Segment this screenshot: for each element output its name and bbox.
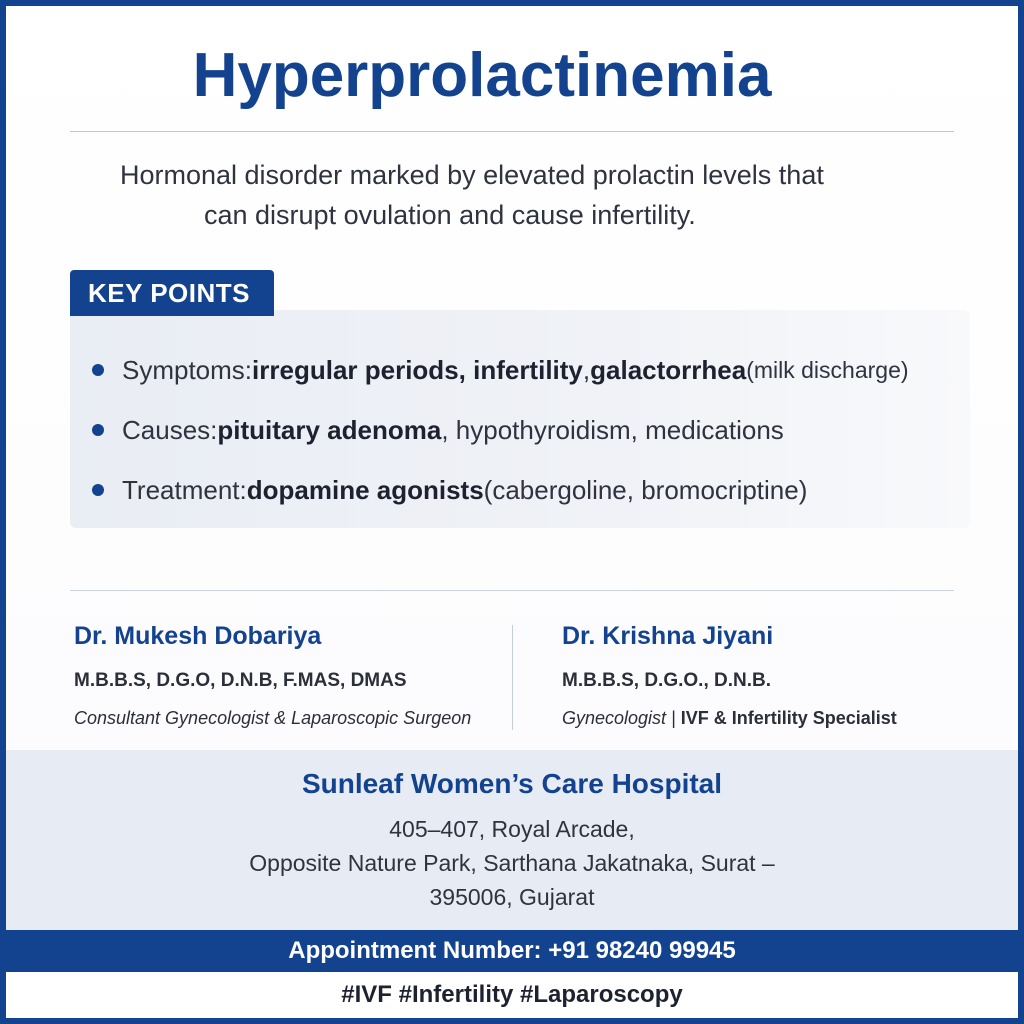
doctor-role-title: Gynecologist | [562,708,681,728]
description-line-2: can disrupt ovulation and cause infertility. [204,200,696,230]
key-point-causes [92,400,992,460]
key-point-bold: pituitary adenoma [217,414,442,445]
description-line-1: Hormonal disorder marked by elevated prolactin levels that [120,160,824,190]
key-points-badge: KEY POINTS [70,270,274,316]
doctor-card-2 [562,622,982,729]
key-point-bold: dopamine agonists [246,474,484,505]
address-line-1: 405–407, Royal Arcade, [389,816,635,842]
key-point-bold: irregular periods, infertility [252,354,583,385]
page-title: Hyperprolactinemia [192,41,772,110]
hospital-address [6,812,1018,914]
key-point-suffix: (cabergoline, bromocriptine) [483,474,808,505]
bullet-icon [92,364,104,376]
address-line-2: Opposite Nature Park, Sarthana Jakatnaka, Surat – [249,850,775,876]
title-divider [70,131,954,132]
doctor-role [562,708,982,729]
hospital-name: Sunleaf Women’s Care Hospital [301,768,723,799]
doctor-card-1 [74,622,504,729]
key-point-symptoms [92,340,992,400]
key-point-prefix: Causes: [122,414,218,445]
appointment-banner: Appointment Number: +91 98240 99945 [6,930,1018,972]
bullet-icon [92,424,104,436]
doctor-name: Dr. Mukesh Dobariya [74,622,322,650]
doctor-degrees: M.B.B.S, D.G.O, D.N.B, F.MAS, DMAS [74,670,407,691]
doctor-role-specialty: IVF & Infertility Specialist [680,708,897,728]
doctor-name: Dr. Krishna Jiyani [562,622,774,650]
key-point-bold-2: galactorrhea [590,354,747,385]
hospital-section [6,750,1018,930]
key-point-prefix: Symptoms: [122,354,253,385]
key-point-suffix: , hypothyroidism, medications [441,414,784,445]
bullet-icon [92,484,104,496]
key-point-suffix: (milk discharge) [746,356,909,383]
hashtags: #IVF #Infertility #Laparoscopy [6,972,1018,1018]
key-point-separator: , [582,354,591,385]
address-line-3: 395006, Gujarat [429,884,595,910]
doctor-divider [512,625,513,730]
description [90,155,910,235]
key-point-treatment [92,460,992,520]
key-point-prefix: Treatment: [122,474,247,505]
key-points-list [92,340,992,520]
doctor-degrees: M.B.B.S, D.G.O., D.N.B. [562,670,772,691]
section-divider [70,590,954,591]
doctor-role: Consultant Gynecologist & Laparoscopic Surgeon [74,708,472,728]
